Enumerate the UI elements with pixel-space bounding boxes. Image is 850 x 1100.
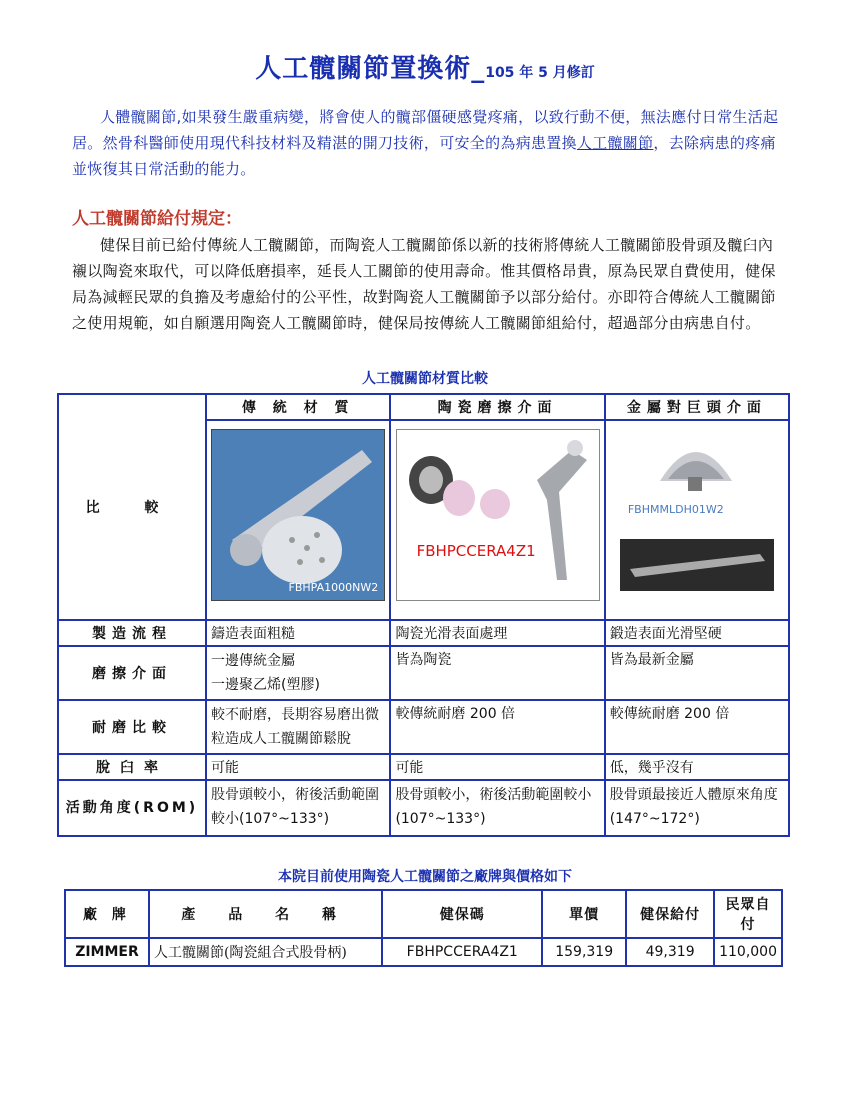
comparison-corner-label: 比 較 [58,394,206,620]
row-label-interface: 磨擦介面 [58,646,206,700]
intro-paragraph [72,104,780,182]
image-cell-metal [605,420,789,620]
cell-interface-metal: 皆為最新金屬 [605,646,789,700]
image-code-ceramic: FBHPCCERA4Z1 [416,542,536,560]
ceramic-implant-image [396,429,600,601]
pricing-brand: ZIMMER [65,938,149,966]
cell-wear-traditional: 較不耐磨，長期容易磨出微粒造成人工髖關節鬆脫 [206,700,390,754]
row-label-process: 製造流程 [58,620,206,646]
cell-dislocation-ceramic: 可能 [390,754,604,780]
intro-text: 人體髖關節,如果發生嚴重病變，將會使人的髖部僵硬感覺疼痛，以致行動不便，無法應付日常生活起居。然骨科醫師使用現代科技材料及精湛的開刀技術，可安全的為病患置換 [72,108,779,152]
pricing-header-unit-price: 單價 [542,890,626,938]
policy-paragraph: 健保目前已給付傳統人工髖關節，而陶瓷人工髖關節係以新的技術將傳統人工髖關節股骨頭及髖臼內襯以陶瓷來取代，可以降低磨損率，延長人工關節的使用壽命。惟其價格昂貴，原為民眾自費使用，健保局為減輕民眾的負擔及考慮給付的公平性，故對陶瓷人工髖關節予以部分給付。亦即符合傳統人工髖關節之使用規範，如自願選用陶瓷人工髖關節時，健保局按傳統人工髖關節組給付，超過部分由病患自付。 [72,236,776,332]
pricing-table [64,889,783,967]
artificial-hip-link[interactable]: 人工髖關節 [576,134,654,152]
pricing-insurance: 49,319 [626,938,714,966]
title-revision: 105 年 5 月修訂 [485,65,595,81]
column-header-metal: 金屬對巨頭介面 [605,394,789,420]
cell-interface-traditional: 一邊傳統金屬 一邊聚乙烯(塑膠) [206,646,390,700]
cell-rom-ceramic: 股骨頭較小，術後活動範圍較小(107°~133°) [390,780,604,836]
cell-dislocation-metal: 低，幾乎沒有 [605,754,789,780]
image-code-traditional: FBHPA1000NW2 [288,581,379,594]
section-heading: 人工髖關節給付規定： [72,209,242,229]
pricing-self-pay: 110,000 [714,938,782,966]
title-main: 人工髖關節置換術_ [255,54,486,84]
metal-implant-image [610,429,784,599]
traditional-implant-image [211,429,385,601]
cell-rom-metal: 股骨頭最接近人體原來角度(147°~172°) [605,780,789,836]
pricing-code: FBHPCCERA4Z1 [382,938,542,966]
row-label-rom: 活動角度(ROM) [58,780,206,836]
row-label-wear: 耐磨比較 [58,700,206,754]
cell-wear-metal: 較傳統耐磨 200 倍 [605,700,789,754]
pricing-header-code: 健保碼 [382,890,542,938]
cell-rom-traditional: 股骨頭較小，術後活動範圍較小(107°~133°) [206,780,390,836]
comparison-table [57,393,790,837]
page-title [0,48,850,85]
image-cell-ceramic [390,420,604,620]
cell-interface-ceramic: 皆為陶瓷 [390,646,604,700]
image-cell-traditional [206,420,390,620]
cell-process-metal: 鍛造表面光滑堅硬 [605,620,789,646]
cell-wear-ceramic: 較傳統耐磨 200 倍 [390,700,604,754]
cell-process-ceramic: 陶瓷光滑表面處理 [390,620,604,646]
cell-dislocation-traditional: 可能 [206,754,390,780]
intro-text-end: ，去除病患的疼痛並恢復其日常活動的能力。 [72,134,776,178]
pricing-product: 人工髖關節(陶瓷組合式股骨柄) [149,938,382,966]
row-label-dislocation: 脫臼率 [58,754,206,780]
pricing-unit-price: 159,319 [542,938,626,966]
pricing-caption: 本院目前使用陶瓷人工髖關節之廠牌與價格如下 [278,869,572,885]
column-header-traditional: 傳 統 材 質 [206,394,390,420]
pricing-header-insurance: 健保給付 [626,890,714,938]
pricing-header-product: 產 品 名 稱 [149,890,382,938]
pricing-header-brand: 廠 牌 [65,890,149,938]
cell-process-traditional: 鑄造表面粗糙 [206,620,390,646]
pricing-header-self-pay: 民眾自付 [714,890,782,938]
image-code-metal: FBHMMLDH01W2 [627,503,724,516]
column-header-ceramic: 陶瓷磨擦介面 [390,394,604,420]
comparison-caption: 人工髖關節材質比較 [362,371,488,387]
